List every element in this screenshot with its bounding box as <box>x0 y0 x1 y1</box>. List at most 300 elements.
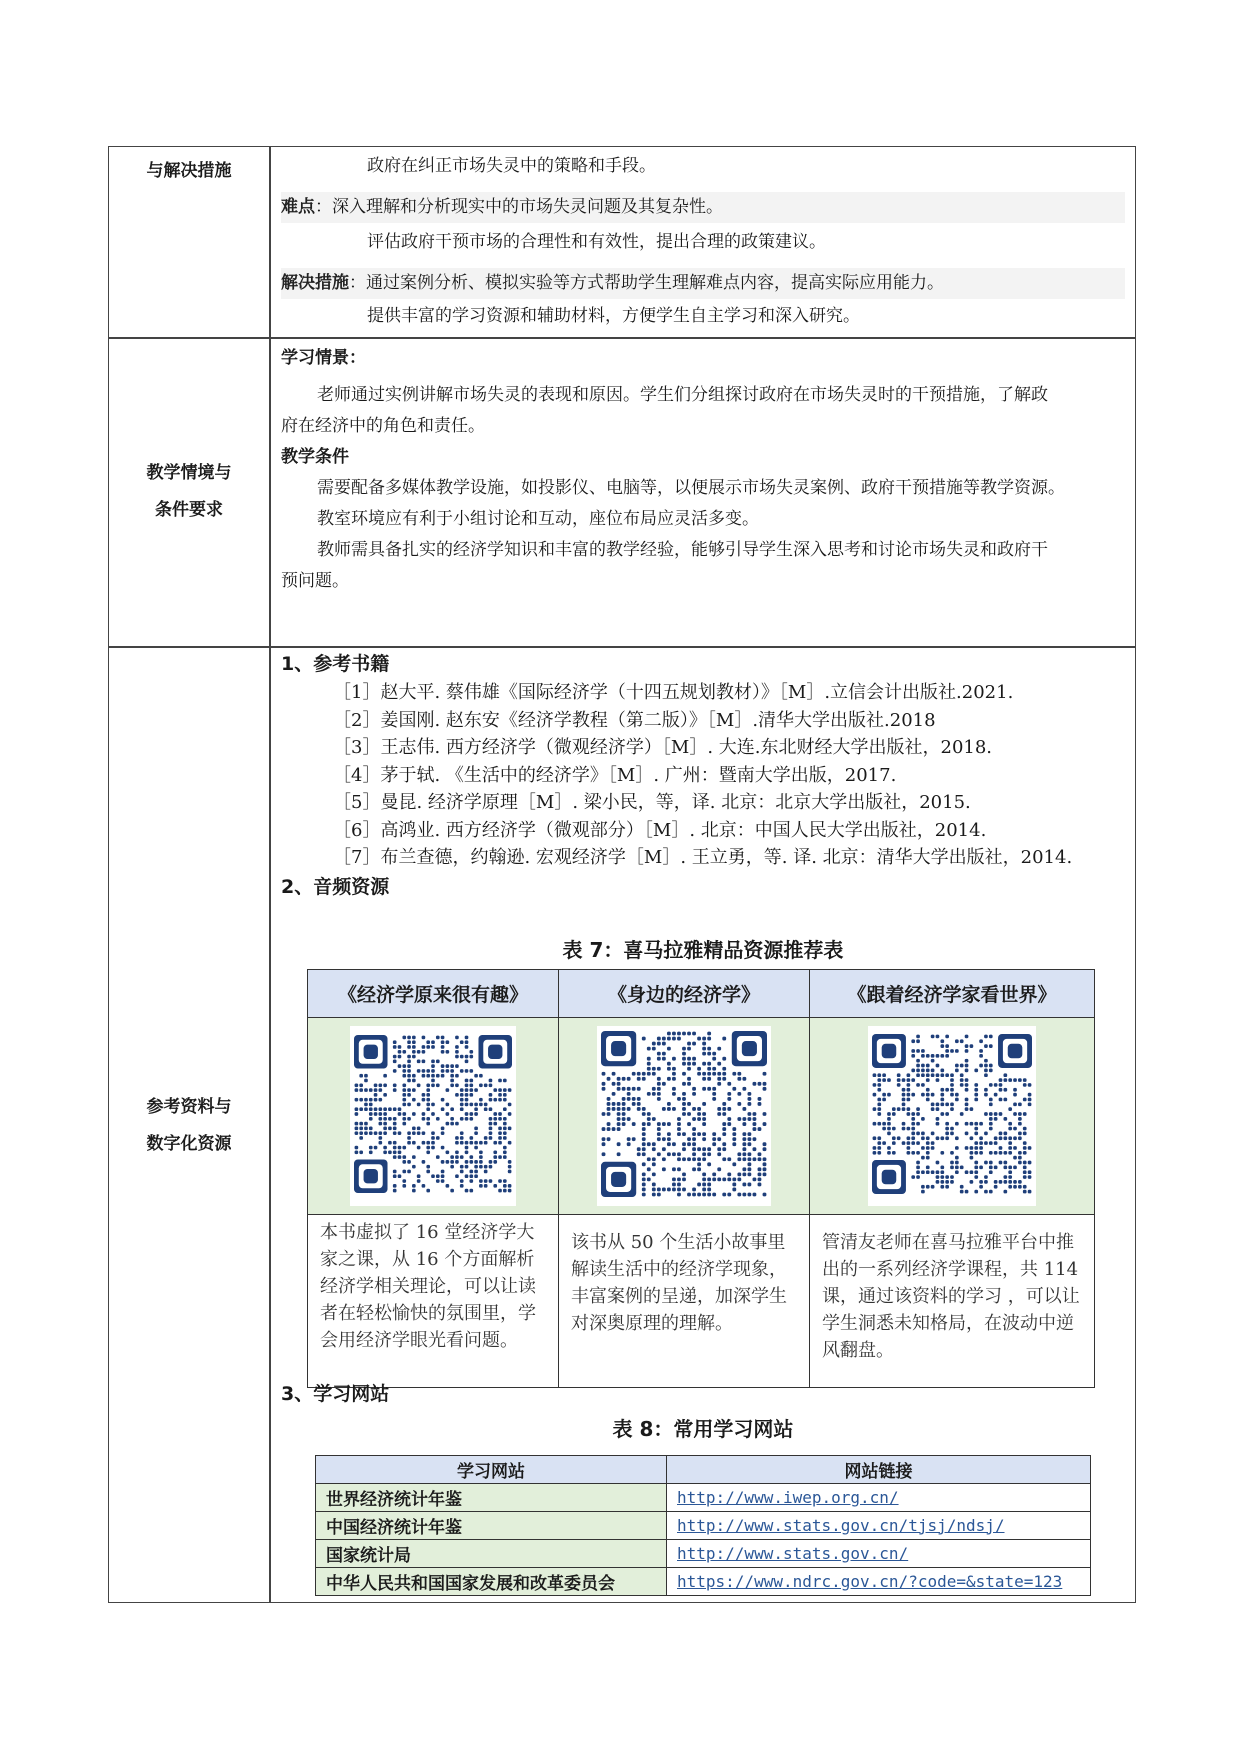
qr-module <box>707 1072 711 1076</box>
qr-module <box>642 1037 646 1041</box>
qr-module <box>393 1069 397 1073</box>
qr-module <box>960 1039 964 1043</box>
qr-module <box>412 1165 416 1169</box>
qr-module <box>753 1117 757 1121</box>
qr-module <box>931 1035 935 1039</box>
qr-module <box>412 1088 416 1092</box>
qr-module <box>707 1032 711 1036</box>
text-line: 教室环境应有利于小组讨论和互动，座位布局应灵活多变。 <box>317 509 759 529</box>
qr-module <box>984 1112 988 1116</box>
qr-module <box>662 1052 666 1056</box>
qr-module <box>989 1190 993 1194</box>
qr-module <box>407 1074 411 1078</box>
qr-module <box>677 1193 681 1197</box>
qr-module <box>682 1172 686 1176</box>
qr-module <box>393 1146 397 1150</box>
qr-module <box>652 1147 656 1151</box>
qr-module <box>412 1045 416 1049</box>
qr-module <box>446 1088 450 1092</box>
qr-module <box>1013 1185 1017 1189</box>
qr-module <box>936 1170 940 1174</box>
qr-module <box>647 1122 651 1126</box>
qr-module <box>426 1146 430 1150</box>
qr-module <box>632 1137 636 1141</box>
qr-module <box>412 1050 416 1054</box>
qr-module <box>379 1141 383 1145</box>
qr-module <box>374 1112 378 1116</box>
qr-module <box>989 1064 993 1068</box>
qr-module <box>712 1172 716 1176</box>
qr-module <box>393 1155 397 1159</box>
qr-code-icon <box>350 1026 516 1206</box>
qr-module <box>1028 1146 1032 1150</box>
qr-module <box>907 1073 911 1077</box>
qr-module <box>627 1077 631 1081</box>
qr-module <box>692 1092 696 1096</box>
qr-module <box>450 1079 454 1083</box>
qr-module <box>441 1074 445 1078</box>
qr-module <box>407 1079 411 1083</box>
qr-module <box>407 1117 411 1121</box>
row-label-solutions: 与解决措施 <box>146 161 232 181</box>
qr-module <box>682 1107 686 1111</box>
qr-module <box>652 1172 656 1176</box>
qr-module <box>1013 1088 1017 1092</box>
qr-module <box>489 1117 493 1121</box>
qr-module <box>911 1039 915 1043</box>
qr-module <box>1008 1141 1012 1145</box>
qr-module <box>970 1044 974 1048</box>
qr-module <box>979 1165 983 1169</box>
qr-module <box>712 1087 716 1091</box>
qr-module <box>911 1122 915 1126</box>
qr-module <box>617 1122 621 1126</box>
qr-module <box>727 1097 731 1101</box>
qr-module <box>687 1032 691 1036</box>
qr-module <box>393 1045 397 1049</box>
qr-module <box>407 1088 411 1092</box>
qr-module <box>692 1057 696 1061</box>
qr-module <box>702 1062 706 1066</box>
qr-module <box>369 1107 373 1111</box>
qr-module <box>907 1151 911 1155</box>
qr-module <box>687 1042 691 1046</box>
qr-module <box>657 1082 661 1086</box>
qr-module <box>412 1127 416 1131</box>
label-line: 教学情境与 <box>146 463 232 483</box>
qr-module <box>632 1097 636 1101</box>
qr-module <box>931 1170 935 1174</box>
conditions-heading: 教学条件 <box>281 447 349 467</box>
qr-module <box>1008 1151 1012 1155</box>
qr-module <box>747 1162 751 1166</box>
qr-module <box>652 1157 656 1161</box>
qr-module <box>1018 1185 1022 1189</box>
qr-module <box>388 1150 392 1154</box>
qr-finder <box>364 1045 378 1059</box>
qr-module <box>707 1052 711 1056</box>
qr-module <box>1023 1127 1027 1131</box>
qr-module <box>692 1032 696 1036</box>
qr-module <box>498 1141 502 1145</box>
qr-module <box>742 1157 746 1161</box>
qr-module <box>950 1132 954 1136</box>
qr-module <box>455 1174 459 1178</box>
qr-module <box>737 1077 741 1081</box>
qr-module <box>652 1087 656 1091</box>
qr-module <box>945 1102 949 1106</box>
qr-module <box>950 1107 954 1111</box>
qr-module <box>503 1131 507 1135</box>
qr-module <box>431 1074 435 1078</box>
qr-module <box>999 1151 1003 1155</box>
qr-module <box>747 1172 751 1176</box>
qr-module <box>712 1142 716 1146</box>
qr-module <box>474 1127 478 1131</box>
websites-table <box>315 1455 1091 1596</box>
qr-module <box>1013 1078 1017 1082</box>
qr-module <box>887 1122 891 1126</box>
qr-module <box>662 1147 666 1151</box>
qr-module <box>479 1150 483 1154</box>
qr-finder <box>882 1044 897 1059</box>
qr-module <box>1003 1151 1007 1155</box>
qr-module <box>1008 1170 1012 1174</box>
qr-module <box>465 1098 469 1102</box>
qr-module <box>637 1087 641 1091</box>
qr-module <box>383 1107 387 1111</box>
qr-module <box>402 1093 406 1097</box>
qr-module <box>612 1092 616 1096</box>
label-line: 数字化资源 <box>146 1134 232 1154</box>
qr-module <box>727 1172 731 1176</box>
qr-module <box>921 1093 925 1097</box>
qr-module <box>426 1040 430 1044</box>
qr-module <box>460 1179 464 1183</box>
qr-module <box>469 1093 473 1097</box>
qr-module <box>493 1098 497 1102</box>
qr-module <box>412 1040 416 1044</box>
qr-module <box>465 1069 469 1073</box>
qr-module <box>732 1177 736 1181</box>
qr-module <box>426 1107 430 1111</box>
qr-module <box>607 1127 611 1131</box>
text-line: 府在经济中的角色和责任。 <box>281 416 485 436</box>
qr-module <box>697 1183 701 1187</box>
qr-module <box>657 1127 661 1131</box>
qr-module <box>364 1103 368 1107</box>
qr-module <box>974 1170 978 1174</box>
qr-module <box>607 1112 611 1116</box>
qr-module <box>652 1188 656 1192</box>
qr-module <box>422 1045 426 1049</box>
qr-module <box>388 1141 392 1145</box>
qr-module <box>965 1078 969 1082</box>
qr-module <box>450 1083 454 1087</box>
qr-module <box>460 1141 464 1145</box>
qr-module <box>955 1146 959 1150</box>
site-link[interactable]: http://www.stats.gov.cn/tjsj/ndsj/ <box>677 1515 1005 1535</box>
qr-module <box>717 1137 721 1141</box>
qr-module <box>989 1112 993 1116</box>
qr-module <box>974 1069 978 1073</box>
qr-module <box>877 1146 881 1150</box>
qr-module <box>657 1037 661 1041</box>
qr-module <box>911 1069 915 1073</box>
qr-module <box>402 1050 406 1054</box>
qr-module <box>446 1160 450 1164</box>
qr-module <box>617 1102 621 1106</box>
qr-module <box>398 1146 402 1150</box>
qr-module <box>431 1040 435 1044</box>
qr-module <box>940 1093 944 1097</box>
qr-module <box>916 1161 920 1165</box>
qr-module <box>737 1102 741 1106</box>
table-header-cell: 《身边的经济学》 <box>559 970 810 1018</box>
qr-module <box>672 1107 676 1111</box>
qr-module <box>702 1042 706 1046</box>
qr-module <box>702 1037 706 1041</box>
qr-module <box>1023 1112 1027 1116</box>
qr-module <box>469 1079 473 1083</box>
qr-module <box>677 1097 681 1101</box>
qr-module <box>407 1170 411 1174</box>
qr-module <box>407 1069 411 1073</box>
qr-module <box>642 1152 646 1156</box>
qr-module <box>747 1097 751 1101</box>
qr-module <box>379 1098 383 1102</box>
site-link[interactable]: https://www.ndrc.gov.cn/?code=&state=123 <box>677 1571 1063 1591</box>
qr-module <box>469 1117 473 1121</box>
qr-module <box>926 1185 930 1189</box>
qr-module <box>877 1088 881 1092</box>
qr-module <box>450 1165 454 1169</box>
qr-module <box>446 1150 450 1154</box>
qr-module <box>974 1161 978 1165</box>
qr-module <box>916 1132 920 1136</box>
qr-module <box>984 1064 988 1068</box>
qr-module <box>489 1107 493 1111</box>
qr-module <box>697 1072 701 1076</box>
qr-module <box>926 1146 930 1150</box>
qr-module <box>489 1136 493 1140</box>
qr-module <box>965 1069 969 1073</box>
qr-module <box>498 1179 502 1183</box>
qr-module <box>508 1088 512 1092</box>
qr-module <box>379 1088 383 1092</box>
qr-module <box>431 1146 435 1150</box>
qr-module <box>916 1059 920 1063</box>
qr-module <box>431 1112 435 1116</box>
qr-module <box>436 1174 440 1178</box>
qr-module <box>474 1170 478 1174</box>
qr-module <box>503 1189 507 1193</box>
qr-module <box>402 1122 406 1126</box>
qr-module <box>950 1102 954 1106</box>
qr-module <box>498 1079 502 1083</box>
qr-module <box>965 1107 969 1111</box>
qr-module <box>916 1165 920 1169</box>
qr-module <box>412 1098 416 1102</box>
qr-module <box>758 1183 762 1187</box>
qr-module <box>707 1047 711 1051</box>
qr-module <box>873 1107 877 1111</box>
qr-module <box>479 1179 483 1183</box>
qr-module <box>503 1098 507 1102</box>
qr-module <box>994 1093 998 1097</box>
qr-module <box>441 1036 445 1040</box>
qr-module <box>945 1073 949 1077</box>
qr-module <box>945 1035 949 1039</box>
label-line: 条件要求 <box>155 500 223 520</box>
qr-module <box>642 1107 646 1111</box>
qr-module <box>989 1165 993 1169</box>
qr-module <box>916 1039 920 1043</box>
qr-module <box>1023 1185 1027 1189</box>
qr-module <box>617 1112 621 1116</box>
qr-module <box>1028 1170 1032 1174</box>
qr-module <box>682 1142 686 1146</box>
qr-module <box>602 1087 606 1091</box>
qr-module <box>474 1141 478 1145</box>
qr-module <box>931 1185 935 1189</box>
qr-module <box>742 1107 746 1111</box>
qr-module <box>647 1092 651 1096</box>
qr-finder <box>882 1170 897 1185</box>
qr-module <box>662 1167 666 1171</box>
qr-module <box>393 1055 397 1059</box>
qr-module <box>940 1136 944 1140</box>
qr-module <box>465 1045 469 1049</box>
solution-line <box>281 268 1125 299</box>
qr-module <box>455 1064 459 1068</box>
qr-module <box>877 1141 881 1145</box>
qr-module <box>607 1122 611 1126</box>
qr-module <box>682 1032 686 1036</box>
qr-module <box>657 1087 661 1091</box>
qr-module <box>936 1107 940 1111</box>
qr-module <box>907 1098 911 1102</box>
qr-module <box>642 1147 646 1151</box>
qr-module <box>450 1155 454 1159</box>
qr-module <box>393 1117 397 1121</box>
qr-module <box>727 1193 731 1197</box>
qr-module <box>479 1160 483 1164</box>
qr-module <box>431 1174 435 1178</box>
qr-module <box>402 1155 406 1159</box>
qr-module <box>402 1064 406 1068</box>
book-item: ［7］布兰查德，约翰逊. 宏观经济学［M］. 王立勇，等. 译. 北京：清华大学出版社，2014. <box>333 847 1073 868</box>
qr-module <box>984 1069 988 1073</box>
qr-module <box>460 1055 464 1059</box>
qr-module <box>916 1122 920 1126</box>
table-row <box>316 1568 1091 1596</box>
qr-module <box>974 1122 978 1126</box>
qr-finder <box>364 1169 378 1183</box>
qr-module <box>955 1049 959 1053</box>
qr-module <box>1023 1161 1027 1165</box>
qr-module <box>355 1122 359 1126</box>
qr-module <box>1028 1190 1032 1194</box>
qr-module <box>465 1117 469 1121</box>
qr-module <box>450 1189 454 1193</box>
qr-module <box>672 1072 676 1076</box>
qr-module <box>393 1150 397 1154</box>
qr-module <box>737 1172 741 1176</box>
qr-module <box>697 1193 701 1197</box>
qr-module <box>647 1057 651 1061</box>
qr-module <box>1018 1117 1022 1121</box>
qr-module <box>926 1156 930 1160</box>
site-link[interactable]: http://www.stats.gov.cn/ <box>677 1543 909 1563</box>
qr-module <box>441 1179 445 1183</box>
qr-module <box>642 1122 646 1126</box>
qr-module <box>727 1082 731 1086</box>
qr-module <box>926 1098 930 1102</box>
qr-module <box>950 1161 954 1165</box>
qr-module <box>446 1103 450 1107</box>
qr-module <box>737 1157 741 1161</box>
qr-module <box>359 1131 363 1135</box>
qr-module <box>911 1078 915 1082</box>
qr-module <box>882 1078 886 1082</box>
qr-module <box>508 1103 512 1107</box>
qr-module <box>503 1117 507 1121</box>
qr-module <box>607 1102 611 1106</box>
qr-module <box>940 1185 944 1189</box>
qr-module <box>407 1103 411 1107</box>
qr-module <box>697 1147 701 1151</box>
qr-module <box>902 1093 906 1097</box>
qr-module <box>662 1037 666 1041</box>
qr-module <box>469 1170 473 1174</box>
qr-module <box>979 1049 983 1053</box>
qr-module <box>402 1083 406 1087</box>
qr-module <box>931 1054 935 1058</box>
qr-module <box>955 1122 959 1126</box>
qr-module <box>407 1141 411 1145</box>
qr-module <box>450 1122 454 1126</box>
qr-finder <box>611 1041 626 1056</box>
qr-module <box>450 1117 454 1121</box>
qr-module <box>474 1074 478 1078</box>
qr-module <box>647 1072 651 1076</box>
qr-module <box>441 1146 445 1150</box>
table-desc-cell: 本书虚拟了 16 堂经济学大家之课，从 16 个方面解析经济学相关理论，可以让读者在轻松愉快的氛围里，学会用经济学眼光看问题。 <box>308 1215 559 1388</box>
qr-module <box>926 1093 930 1097</box>
site-name: 中国经济统计年鉴 <box>316 1512 667 1540</box>
qr-module <box>503 1146 507 1150</box>
qr-module <box>1013 1127 1017 1131</box>
qr-module <box>911 1054 915 1058</box>
qr-module <box>498 1098 502 1102</box>
qr-module <box>465 1060 469 1064</box>
qr-module <box>921 1049 925 1053</box>
qr-module <box>672 1142 676 1146</box>
qr-module <box>460 1107 464 1111</box>
qr-module <box>431 1136 435 1140</box>
qr-module <box>994 1185 998 1189</box>
qr-module <box>717 1077 721 1081</box>
qr-module <box>469 1141 473 1145</box>
qr-module <box>707 1183 711 1187</box>
qr-module <box>916 1107 920 1111</box>
qr-module <box>742 1132 746 1136</box>
qr-module <box>687 1082 691 1086</box>
text-line: 评估政府干预市场的合理性和有效性，提出合理的政策建议。 <box>367 232 826 252</box>
site-link[interactable]: http://www.iwep.org.cn/ <box>677 1487 899 1507</box>
qr-module <box>455 1055 459 1059</box>
